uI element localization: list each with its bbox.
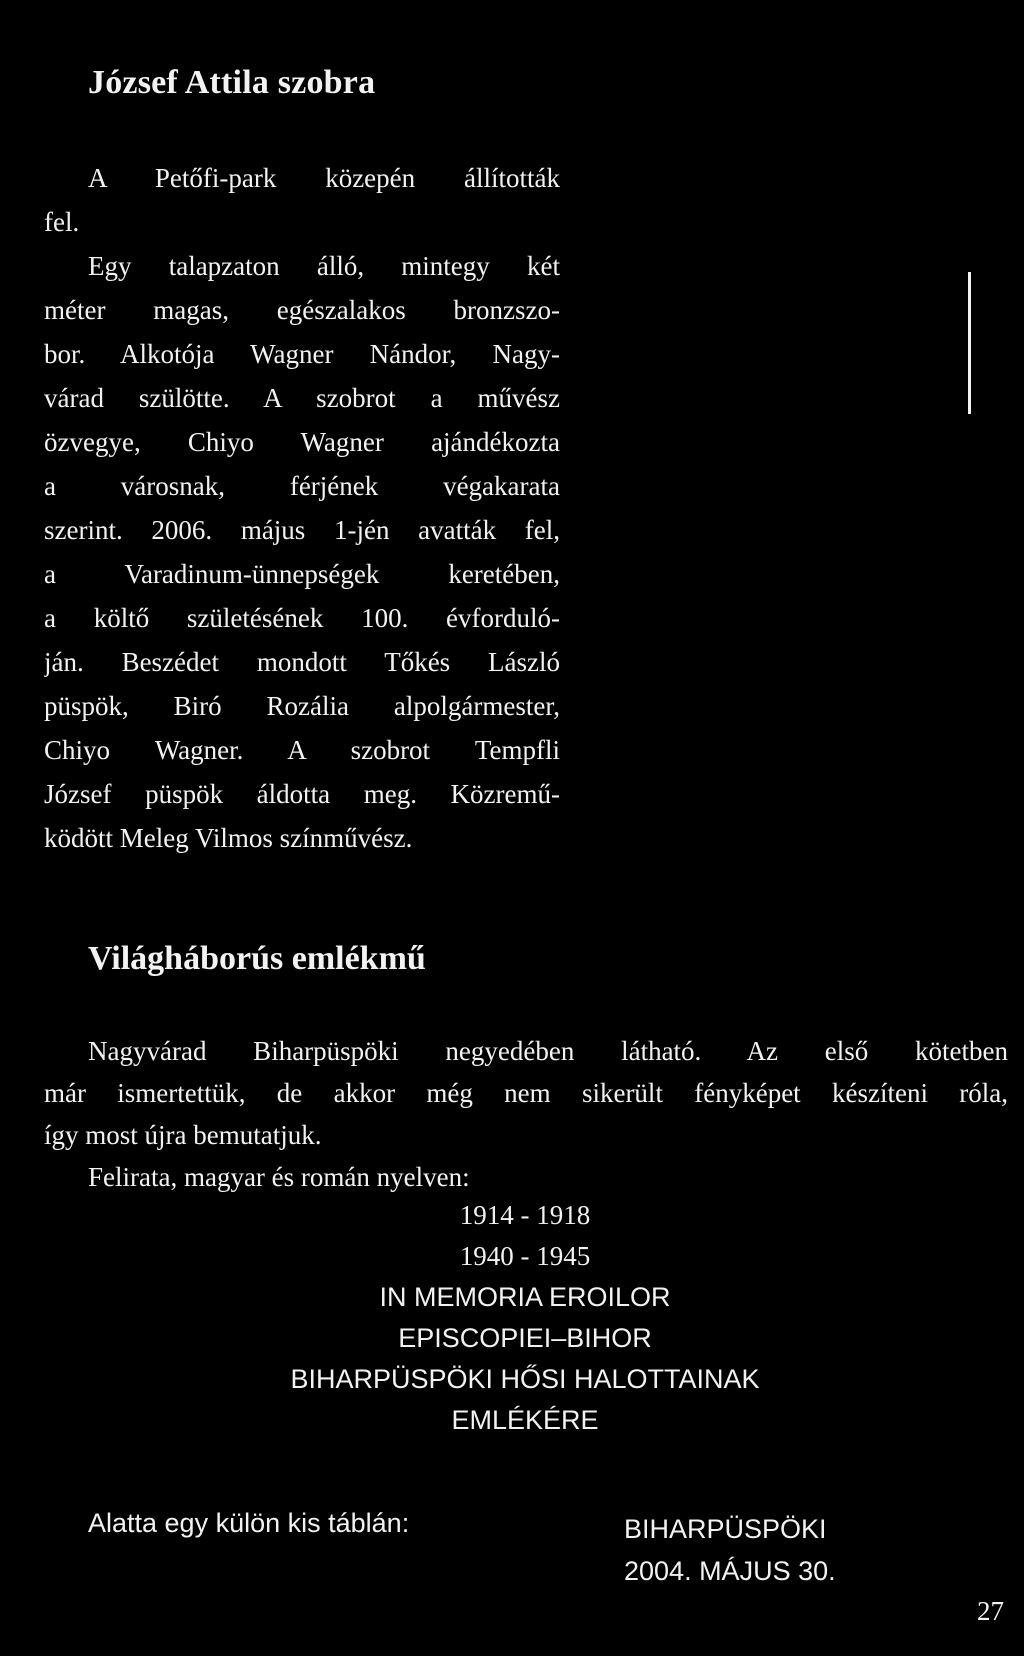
body-line: özvegye, Chiyo Wagner ajándékozta xyxy=(44,427,560,457)
section1-body xyxy=(44,156,560,860)
body-line: Chiyo Wagner. A szobrot Tempfli xyxy=(44,735,560,765)
small-plaque-label: Alatta egy külön kis táblán: xyxy=(88,1508,410,1538)
body-line: bor. Alkotója Wagner Nándor, Nagy- xyxy=(44,339,560,369)
body-line: méter magas, egészalakos bronzszo- xyxy=(44,295,560,325)
plaque-line: 2004. MÁJUS 30. xyxy=(624,1556,836,1586)
body-line: Felirata, magyar és román nyelven: xyxy=(88,1162,470,1192)
body-line: Nagyvárad Biharpüspöki negyedében látható. Az első kötetben xyxy=(88,1036,1008,1066)
inscription-line: IN MEMORIA EROILOR xyxy=(379,1282,671,1312)
body-line: a költő születésének 100. évforduló- xyxy=(44,603,560,633)
body-line: szerint. 2006. május 1-jén avatták fel, xyxy=(44,515,560,545)
inscription-line: EPISCOPIEI–BIHOR xyxy=(398,1323,652,1353)
body-line: ködött Meleg Vilmos színművész. xyxy=(44,823,413,853)
body-line: a városnak, férjének végakarata xyxy=(44,471,560,501)
inscription-line: EMLÉKÉRE xyxy=(451,1405,599,1435)
body-line: Egy talapzaton álló, mintegy két xyxy=(88,251,560,281)
body-line: ján. Beszédet mondott Tőkés László xyxy=(44,647,560,677)
small-plaque-text xyxy=(624,1508,836,1592)
body-line: várad szülötte. A szobrot a művész xyxy=(44,383,560,413)
inscription-line: BIHARPÜSPÖKI HŐSI HALOTTAINAK xyxy=(290,1364,760,1394)
body-line: A Petőfi-park közepén állították xyxy=(88,163,560,193)
plaque-line: BIHARPÜSPÖKI xyxy=(624,1514,827,1544)
body-line: fel. xyxy=(44,207,80,237)
section-title-vilaghaborus: Világháborús emlékmű xyxy=(88,940,426,977)
body-line: József püspök áldotta meg. Közremű- xyxy=(44,779,560,809)
page-number: 27 xyxy=(977,1596,1004,1626)
inscription-line: 1940 - 1945 xyxy=(459,1241,591,1271)
body-line: püspök, Biró Rozália alpolgármester, xyxy=(44,691,560,721)
inscription-line: 1914 - 1918 xyxy=(459,1200,591,1230)
section-title-jozsef-attila: József Attila szobra xyxy=(88,64,376,101)
body-line: már ismertettük, de akkor még nem sikerült fényképet készíteni róla, xyxy=(44,1078,1008,1108)
body-line: a Varadinum-ünnepségek keretében, xyxy=(44,559,560,589)
margin-rule xyxy=(968,272,971,414)
body-line: így most újra bemutatjuk. xyxy=(44,1120,322,1150)
memorial-inscription xyxy=(120,1195,930,1441)
section2-body xyxy=(44,1030,1008,1198)
